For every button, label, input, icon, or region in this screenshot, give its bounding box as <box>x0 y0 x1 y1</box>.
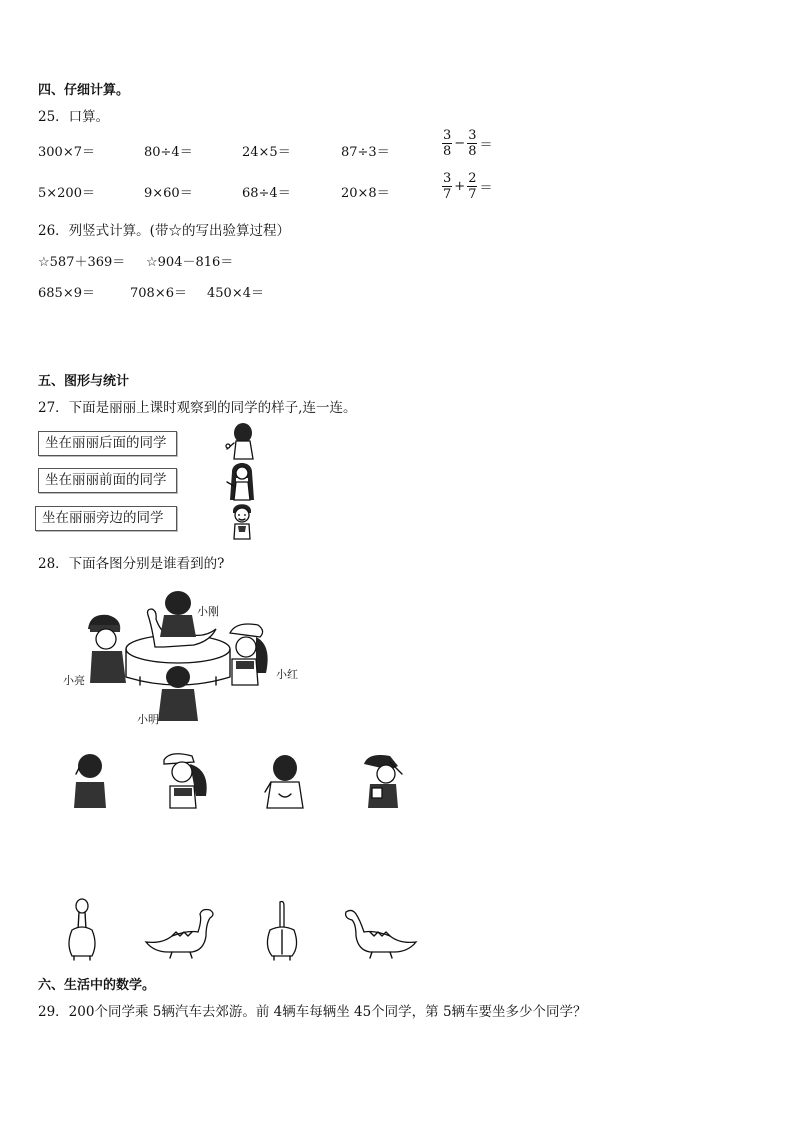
dinosaur-side-view-left-image[interactable] <box>142 906 220 960</box>
equals-sign: ＝ <box>479 181 493 196</box>
operator: + <box>454 179 466 194</box>
numerator: 3 <box>468 128 477 143</box>
numerator: 2 <box>468 171 477 186</box>
dinosaur-front-view-image[interactable] <box>62 898 102 962</box>
dinosaur-back-view-image[interactable] <box>262 898 302 962</box>
vertical-calc-item: ☆904－816＝ <box>146 255 234 270</box>
mental-math-item: 300×7＝ <box>38 145 95 160</box>
question-25-label: 25．口算。 <box>38 109 110 125</box>
vertical-calc-item: ☆587＋369＝ <box>38 255 126 270</box>
vertical-calc-item: 685×9＝ <box>38 286 95 301</box>
person-view-2-image[interactable] <box>160 752 214 810</box>
vertical-calc-item: 450×4＝ <box>207 286 264 301</box>
question-28-label: 28．下面各图分别是谁看到的? <box>38 556 225 572</box>
mental-math-item: 9×60＝ <box>144 186 193 201</box>
name-label-xiaogang: 小刚 <box>197 605 219 618</box>
name-label-xiaoming: 小明 <box>137 713 159 726</box>
match-box-side[interactable]: 坐在丽丽旁边的同学 <box>35 506 177 531</box>
girl-front-view-image[interactable] <box>224 460 260 502</box>
person-view-1-image[interactable] <box>70 752 110 810</box>
denominator: 7 <box>468 187 477 202</box>
denominator: 7 <box>443 187 452 202</box>
numerator: 3 <box>443 171 452 186</box>
fraction-expression <box>441 172 493 201</box>
boy-side-view-image[interactable] <box>226 502 260 542</box>
vertical-calc-item: 708×6＝ <box>130 286 187 301</box>
match-box-front[interactable]: 坐在丽丽前面的同学 <box>38 468 177 493</box>
mental-math-item: 80÷4＝ <box>144 145 193 160</box>
operator: − <box>454 136 466 151</box>
question-29-label: 29．200个同学乘 5辆汽车去郊游。前 4辆车每辆坐 45个同学，第 5辆车要坐多少个同学？ <box>38 1004 587 1020</box>
student-back-view-image[interactable] <box>224 421 260 461</box>
name-label-xiaohong: 小红 <box>276 668 298 681</box>
numerator: 3 <box>443 128 452 143</box>
question-26-label: 26．列竖式计算。(带☆的写出验算过程） <box>38 223 290 239</box>
table-scene-image <box>60 585 310 730</box>
dinosaur-side-view-right-image[interactable] <box>342 906 420 960</box>
fraction-expression <box>441 129 493 158</box>
mental-math-item: 87÷3＝ <box>341 145 390 160</box>
section-4-title: 四、仔细计算。 <box>38 83 130 98</box>
mental-math-item: 24×5＝ <box>242 145 291 160</box>
denominator: 8 <box>468 144 477 159</box>
denominator: 8 <box>443 144 452 159</box>
mental-math-item: 5×200＝ <box>38 186 95 201</box>
equals-sign: ＝ <box>479 138 493 153</box>
question-27-label: 27．下面是丽丽上课时观察到的同学的样子,连一连。 <box>38 400 357 416</box>
name-label-xiaoliang: 小亮 <box>63 674 85 687</box>
mental-math-item: 68÷4＝ <box>242 186 291 201</box>
match-box-behind[interactable]: 坐在丽丽后面的同学 <box>38 431 177 456</box>
person-view-3-image[interactable] <box>263 752 307 810</box>
person-view-4-image[interactable] <box>360 752 406 810</box>
section-5-title: 五、图形与统计 <box>38 374 130 389</box>
mental-math-item: 20×8＝ <box>341 186 390 201</box>
section-6-title: 六、生活中的数学。 <box>38 978 156 993</box>
